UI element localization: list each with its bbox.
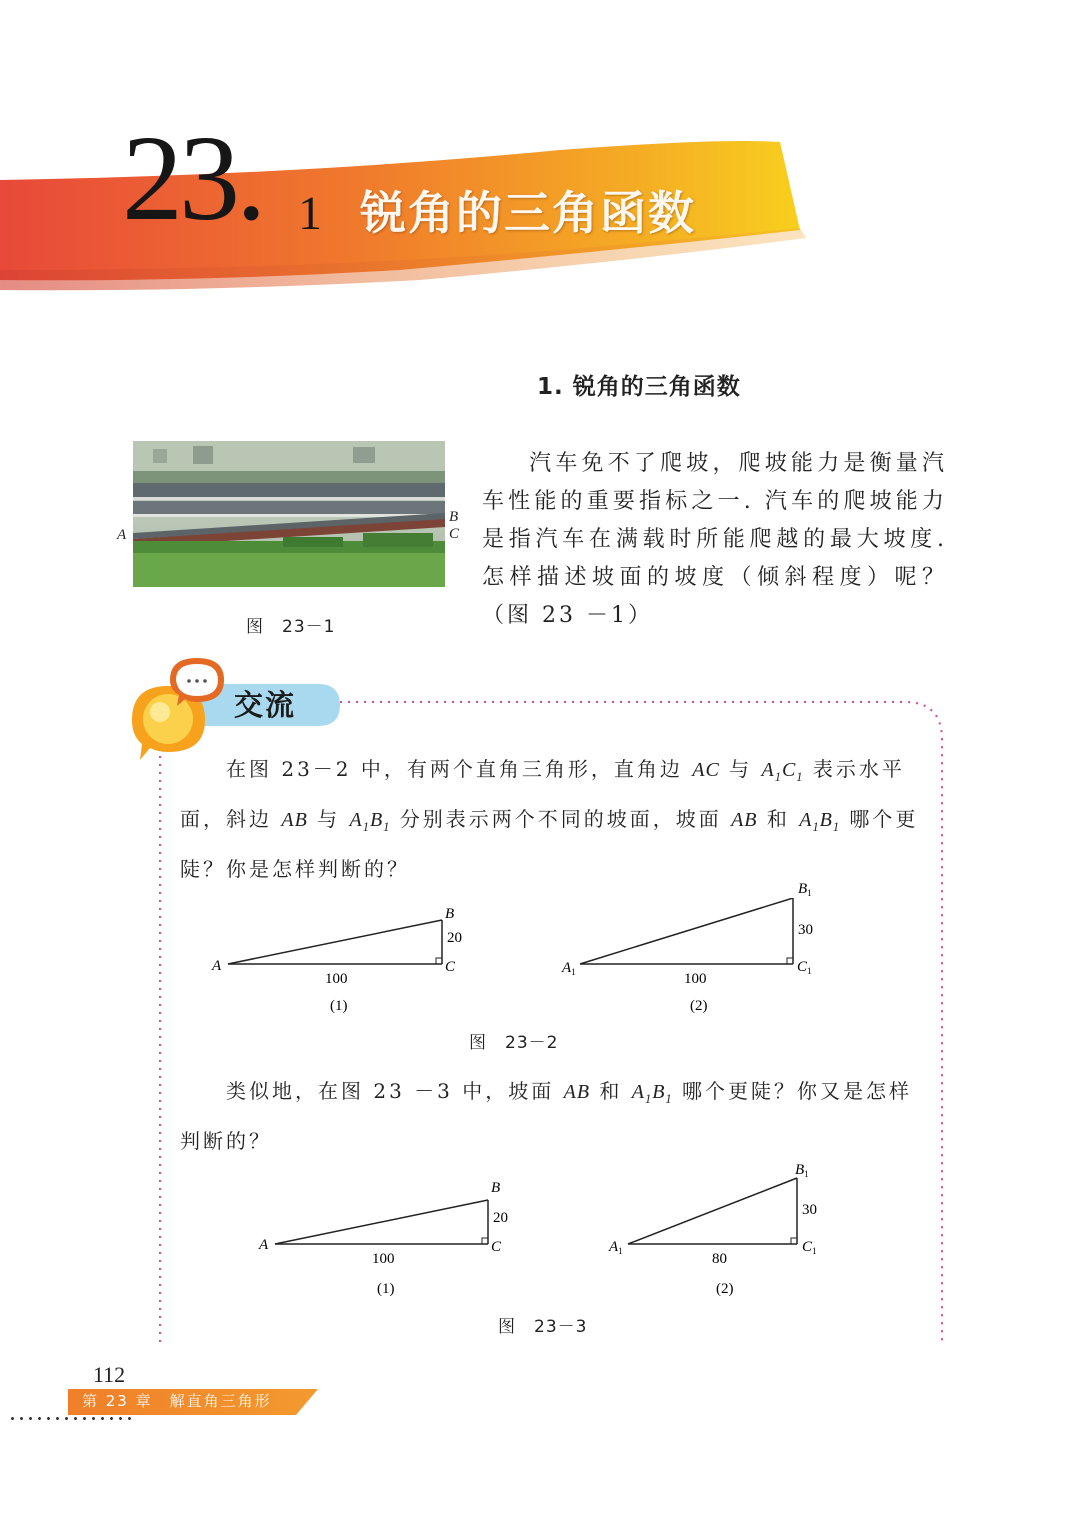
highway-photo	[133, 441, 445, 587]
horizontal-length: 100	[325, 971, 348, 987]
photo-label-a: A	[117, 527, 127, 543]
subfigure-label: (2)	[716, 1281, 734, 1297]
subfigure-label: (2)	[690, 998, 708, 1014]
section-subnumber: 1	[298, 187, 322, 240]
vertex-a1: $A_1$	[609, 1239, 623, 1256]
horizontal-length: 80	[712, 1251, 727, 1267]
vertex-b1: $B_1$	[795, 1162, 809, 1179]
vertex-c1: $C_1$	[802, 1239, 817, 1256]
discussion-question-2: 类似地，在图 23 －3 中，坡面 AB 和 $A_1B_1$ 哪个更陡？你又是怎样判断的？	[180, 1079, 912, 1153]
horizontal-length: 100	[684, 971, 707, 987]
vertex-a1: $A_1$	[562, 960, 576, 977]
vertex-c1: $C_1$	[797, 959, 812, 976]
vertex-b1-label	[796, 878, 826, 898]
triangle-1	[258, 1180, 508, 1297]
vertical-length: 20	[447, 930, 462, 946]
vertical-length: 30	[802, 1202, 817, 1218]
footer-dots	[8, 1417, 133, 1420]
discussion-question-1: 在图 23－2 中，有两个直角三角形，直角边 AC 与 $A_1C_1$ 表示水平面，斜边 AB 与 $A_1B_1$ 分别表示两个不同的坡面，坡面 AB 和 $A_1B_1$ 哪个更陡？你是怎样判断的？	[180, 757, 919, 881]
triangle-2	[561, 898, 813, 1014]
subfigure-label: (1)	[377, 1281, 395, 1297]
chapter-label: 第 23 章 解直角三角形	[82, 1392, 272, 1410]
section-number: 23.	[122, 111, 263, 246]
horizontal-length: 100	[372, 1251, 395, 1267]
subsection-title: 1. 锐角的三角函数	[537, 374, 741, 400]
page-number: 112	[93, 1362, 126, 1387]
intro-paragraph: 汽车免不了爬坡，爬坡能力是衡量汽车性能的重要指标之一. 汽车的爬坡能力是指汽车在满载时所能爬越的最大坡度. 怎样描述坡面的坡度（倾斜程度）呢？（图 23 －1）	[482, 451, 947, 628]
vertical-length: 30	[798, 922, 813, 938]
svg-text:B1: $B_1$	[798, 881, 812, 898]
triangle-2	[608, 1162, 817, 1297]
figure-23-3-caption: 图 23－3	[498, 1317, 588, 1337]
vertex-b: B	[445, 906, 455, 922]
vertical-length: 20	[493, 1210, 508, 1226]
vertex-b: B	[491, 1180, 501, 1196]
discussion-label: 交流	[234, 688, 297, 722]
photo-label-c: C	[449, 526, 460, 542]
figure-23-2	[200, 898, 840, 1023]
figure-23-1-caption: 图 23－1	[246, 617, 336, 637]
section-title: 锐角的三角函数	[360, 186, 696, 240]
vertex-c: C	[445, 959, 456, 975]
triangle-1	[211, 906, 462, 1014]
figure-23-3	[250, 1160, 850, 1300]
photo-label-b: B	[449, 509, 459, 525]
vertex-c: C	[491, 1239, 502, 1255]
subfigure-label: (1)	[330, 998, 348, 1014]
vertex-a: A	[259, 1237, 269, 1253]
figure-23-2-caption: 图 23－2	[469, 1033, 559, 1053]
vertex-a: A	[212, 958, 222, 974]
